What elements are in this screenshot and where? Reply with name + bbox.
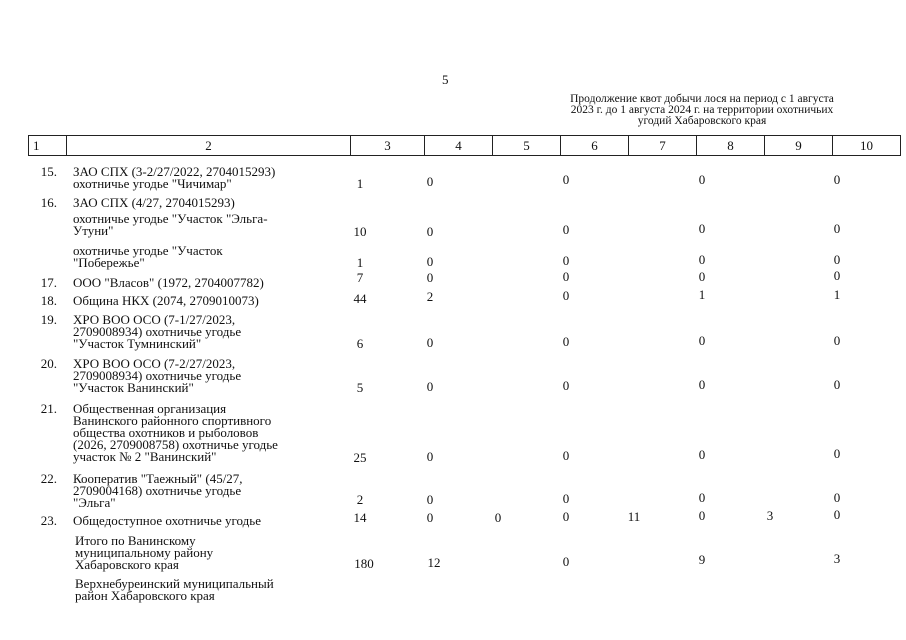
row-text: 2709008934) охотничье угодье [73, 324, 242, 339]
cell-col6: 0 [562, 334, 570, 349]
cell-col4: 0 [426, 224, 434, 239]
cell-col10: 0 [833, 221, 841, 236]
cell-col3: 6 [356, 336, 364, 351]
caption-line: 2023 г. до 1 августа 2024 г. на территории охотничьих [570, 104, 834, 116]
cell-col4: 0 [426, 270, 434, 285]
header-cell: 4 [425, 136, 493, 156]
cell-col8: 0 [698, 508, 706, 523]
cell-col6: 0 [562, 509, 570, 524]
row-text: "Побережье" [73, 255, 145, 270]
page-number: 5 [442, 72, 449, 87]
cell-col10: 0 [833, 490, 841, 505]
cell-col8: 0 [698, 172, 706, 187]
row-text: "Участок Тумнинский" [73, 336, 202, 351]
total-col4: 12 [427, 555, 441, 570]
row-text: охотничье угодье "Участок "Эльга- [73, 211, 268, 226]
row-text: Ванинского районного спортивного [73, 413, 272, 428]
header-cell: 5 [493, 136, 561, 156]
cell-col6: 0 [562, 253, 570, 268]
cell-col8: 0 [698, 447, 706, 462]
row-text: 2709008934) охотничье угодье [73, 368, 242, 383]
row-text: Кооператив "Таежный" (45/27, [73, 471, 243, 486]
total-col8: 9 [698, 552, 706, 567]
cell-col10: 1 [833, 287, 841, 302]
caption-line: угодий Хабаровского края [637, 115, 767, 127]
cell-col4: 2 [426, 289, 434, 304]
total-label: муниципальному району [75, 545, 214, 560]
row-text: ЗАО СПХ (4/27, 2704015293) [73, 195, 235, 210]
total-label: Итого по Ванинскому [75, 533, 196, 548]
cell-col3: 2 [356, 492, 364, 507]
cell-col8: 0 [698, 333, 706, 348]
cell-col7: 11 [627, 509, 641, 524]
cell-col10: 0 [833, 377, 841, 392]
row-text: ООО "Власов" (1972, 2704007782) [73, 275, 264, 290]
row-number: 17. [40, 275, 57, 290]
row-text: охотничье угодье "Чичимар" [73, 176, 232, 191]
cell-col3: 5 [356, 380, 364, 395]
cell-col8: 0 [698, 377, 706, 392]
cell-col6: 0 [562, 378, 570, 393]
cell-col8: 1 [698, 287, 706, 302]
cell-col10: 0 [833, 446, 841, 461]
total-col10: 3 [833, 551, 841, 566]
cell-col3: 1 [356, 176, 364, 191]
header-cell: 9 [765, 136, 833, 156]
row-number: 15. [40, 164, 57, 179]
cell-col6: 0 [562, 172, 570, 187]
cell-col10: 0 [833, 252, 841, 267]
header-cell: 2 [67, 136, 351, 156]
row-number: 19. [40, 312, 57, 327]
cell-col3: 44 [353, 291, 367, 306]
row-text: Общедоступное охотничье угодье [73, 513, 261, 528]
section-heading: район Хабаровского края [75, 588, 215, 603]
cell-col5: 0 [494, 510, 502, 525]
header-cell: 7 [629, 136, 697, 156]
header-cell: 8 [697, 136, 765, 156]
row-text: охотничье угодье "Участок [73, 243, 223, 258]
header-cell: 3 [351, 136, 425, 156]
cell-col6: 0 [562, 288, 570, 303]
header-cell: 10 [833, 136, 901, 156]
cell-col10: 0 [833, 333, 841, 348]
row-number: 16. [40, 195, 57, 210]
cell-col4: 0 [426, 510, 434, 525]
cell-col10: 0 [833, 507, 841, 522]
row-text: "Эльга" [73, 495, 116, 510]
row-number: 18. [40, 293, 57, 308]
cell-col6: 0 [562, 491, 570, 506]
cell-col3: 10 [353, 224, 367, 239]
cell-col10: 0 [833, 268, 841, 283]
row-text: общества охотников и рыболовов [73, 425, 259, 440]
total-col3: 180 [354, 556, 374, 571]
row-text: Община НКХ (2074, 2709010073) [73, 293, 259, 308]
cell-col4: 0 [426, 379, 434, 394]
total-label: Хабаровского края [75, 557, 179, 572]
cell-col10: 0 [833, 172, 841, 187]
row-text: 2709004168) охотничье угодье [73, 483, 242, 498]
row-text: участок № 2 "Ванинский" [73, 449, 217, 464]
cell-col9: 3 [766, 508, 774, 523]
cell-col4: 0 [426, 335, 434, 350]
row-text: ЗАО СПХ (3-2/27/2022, 2704015293) [73, 164, 276, 179]
cell-col8: 0 [698, 490, 706, 505]
cell-col3: 14 [353, 510, 367, 525]
cell-col4: 0 [426, 254, 434, 269]
header-cell: 1 [29, 136, 67, 156]
cell-col8: 0 [698, 269, 706, 284]
row-number: 23. [40, 513, 57, 528]
header-cell: 6 [561, 136, 629, 156]
row-text: ХРО ВОО ОСО (7-2/27/2023, [73, 356, 236, 371]
cell-col4: 0 [426, 174, 434, 189]
row-number: 21. [40, 401, 57, 416]
cell-col6: 0 [562, 269, 570, 284]
cell-col3: 1 [356, 255, 364, 270]
row-number: 22. [40, 471, 57, 486]
cell-col3: 7 [356, 270, 364, 285]
caption-line: Продолжение квот добычи лося на период с 1 августа [570, 93, 834, 105]
cell-col4: 0 [426, 449, 434, 464]
row-text: Общественная организация [73, 401, 227, 416]
cell-col8: 0 [698, 221, 706, 236]
row-text: Утуни" [73, 223, 114, 238]
cell-col4: 0 [426, 492, 434, 507]
section-heading: Верхнебуреинский муниципальный [75, 576, 274, 591]
row-text: (2026, 2709008758) охотничье угодье [73, 437, 278, 452]
cell-col8: 0 [698, 252, 706, 267]
row-number: 20. [40, 356, 57, 371]
row-text: "Участок Ванинский" [73, 380, 194, 395]
cell-col6: 0 [562, 222, 570, 237]
cell-col6: 0 [562, 448, 570, 463]
cell-col3: 25 [353, 450, 367, 465]
row-text: ХРО ВОО ОСО (7-1/27/2023, [73, 312, 236, 327]
total-col6: 0 [562, 554, 570, 569]
